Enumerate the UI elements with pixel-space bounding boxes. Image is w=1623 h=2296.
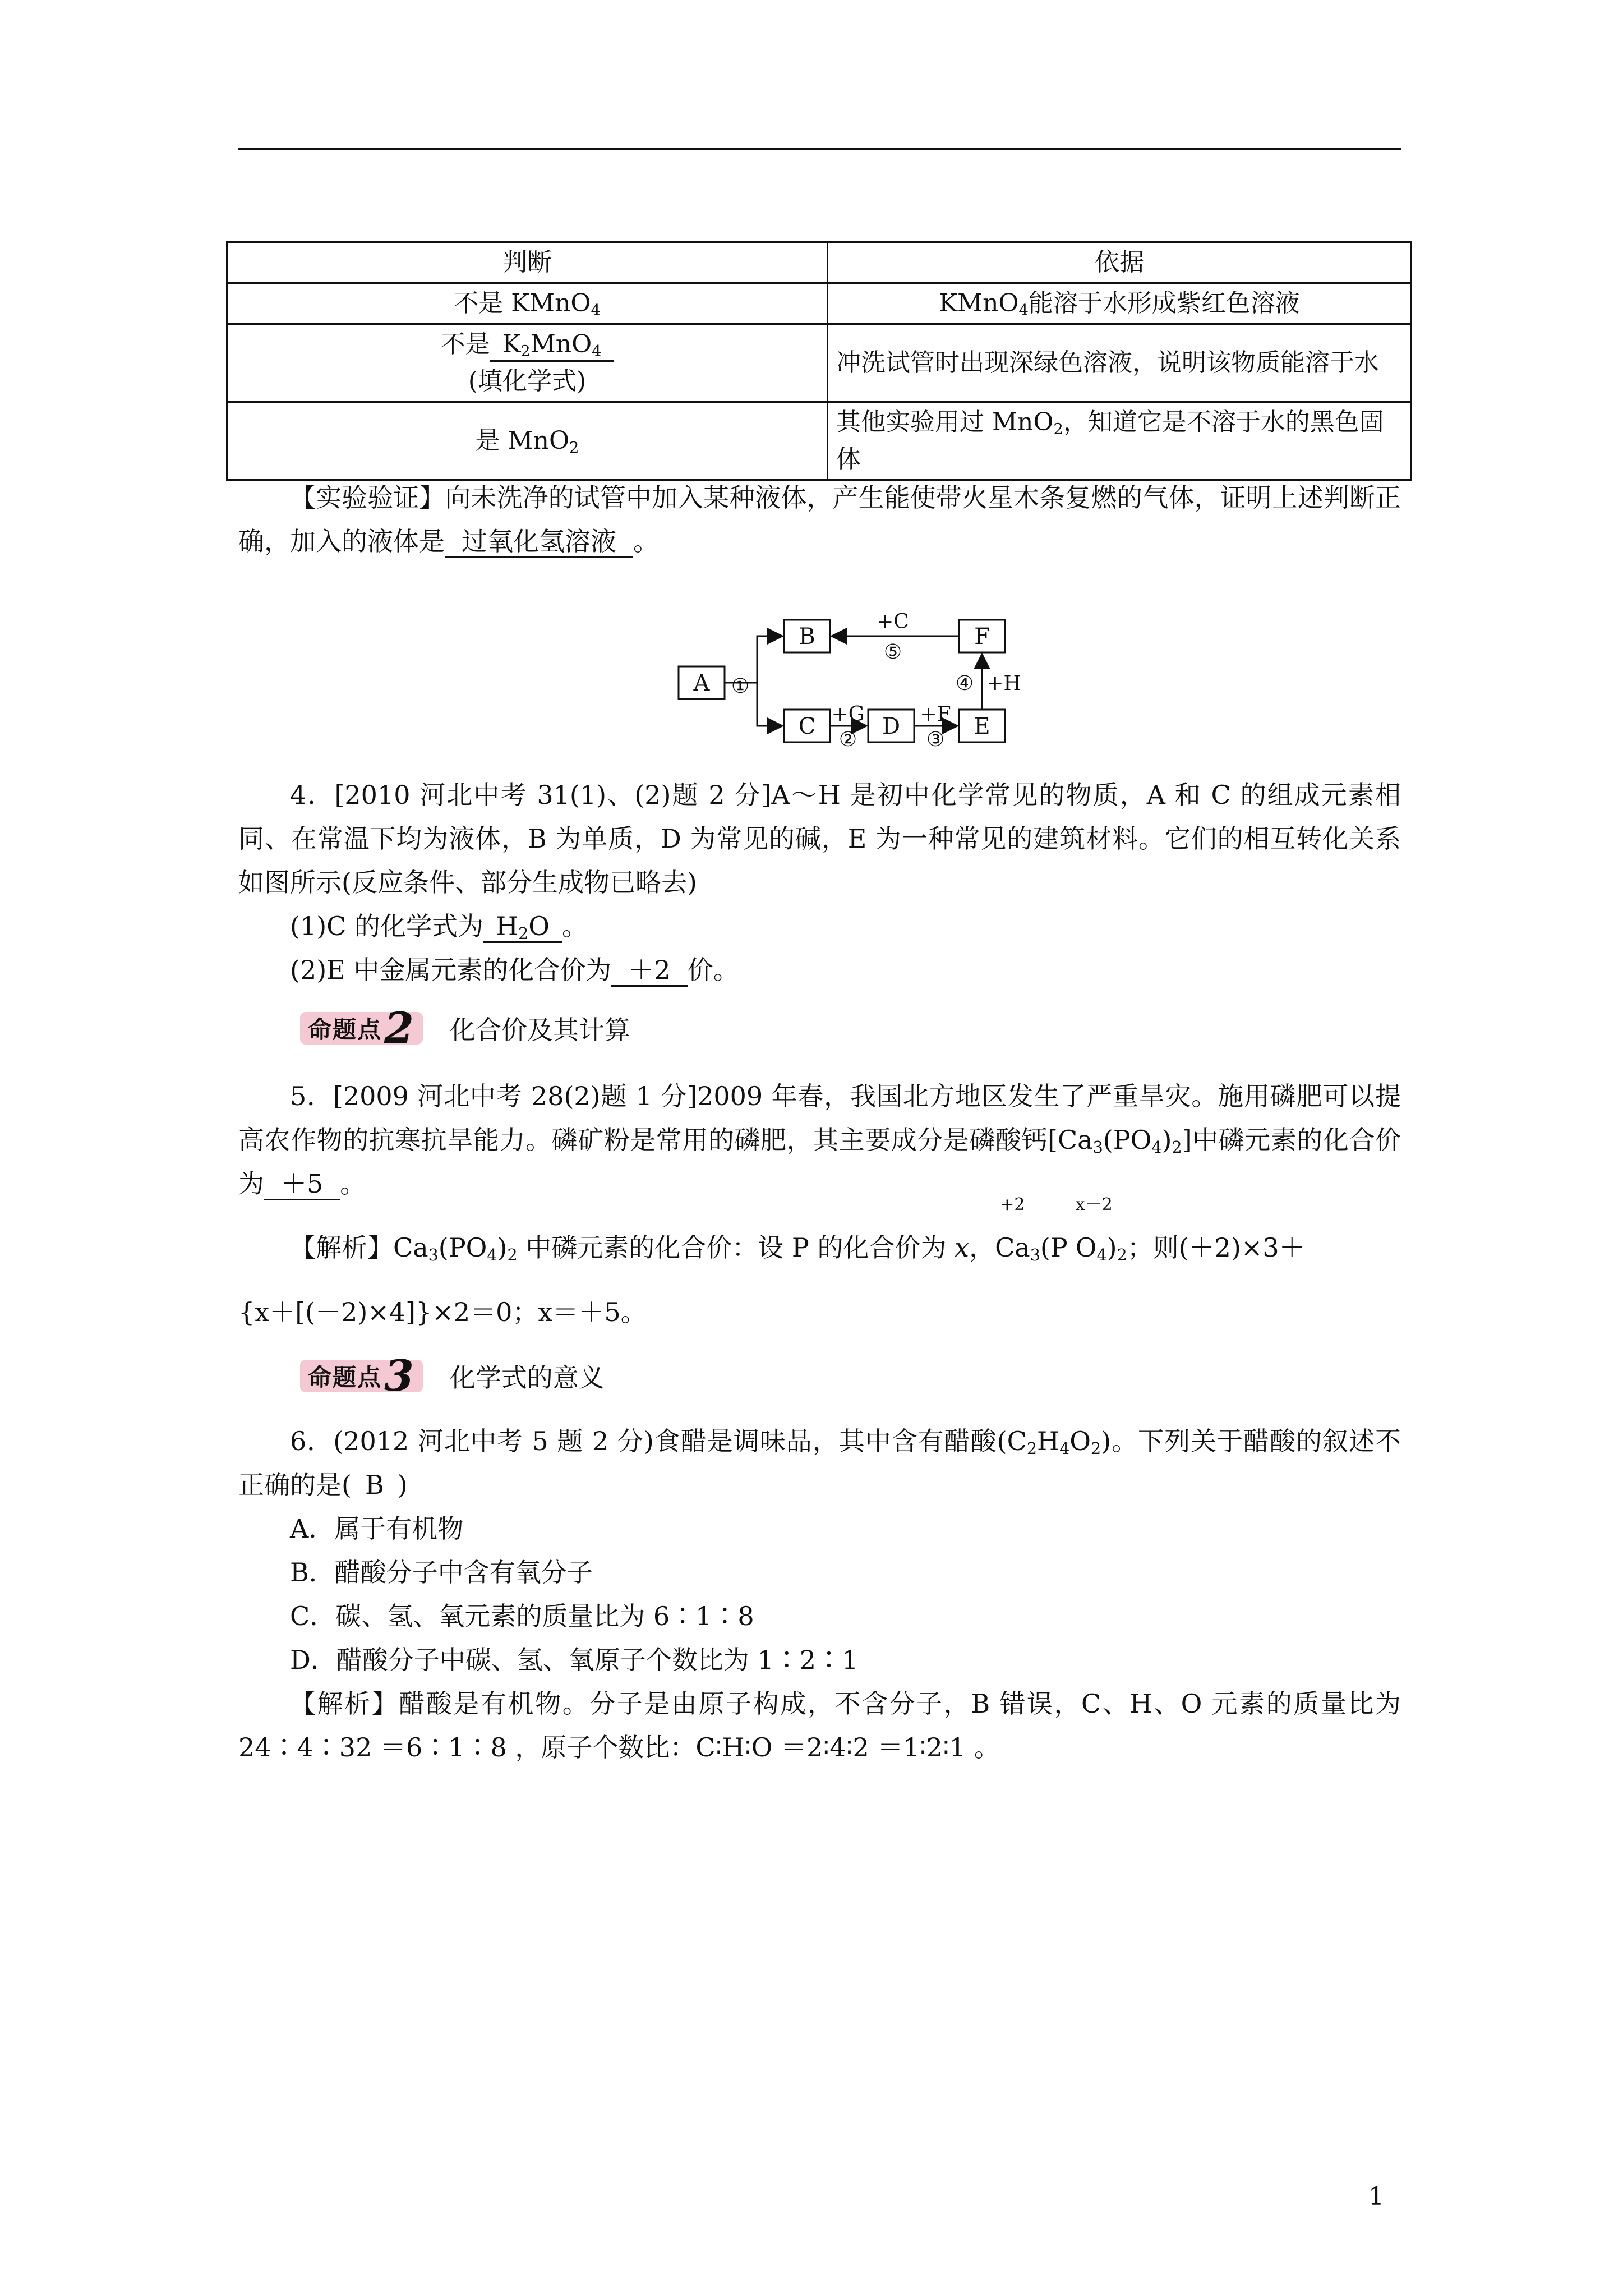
fill-note: (填化学式) bbox=[468, 367, 587, 395]
answer-blank: 过氧化氢溶液 bbox=[445, 526, 633, 558]
plus-f-label: +F bbox=[920, 703, 951, 726]
topic-heading-3 bbox=[300, 1351, 605, 1401]
basis-cell: KMnO$_4$能溶于水形成紫红色溶液 bbox=[828, 283, 1412, 324]
verify-paragraph: 【实验验证】向未洗净的试管中加入某种液体，产生能使带火星木条复燃的气体，证明上述判断正确，加入的液体是 过氧化氢溶液 。 bbox=[238, 476, 1401, 563]
table-row bbox=[227, 324, 1412, 402]
reaction-4-label: ④ bbox=[955, 672, 974, 695]
table-row bbox=[227, 402, 1412, 480]
plus-h-label: +H bbox=[986, 672, 1021, 695]
answer-blank: ＋5 bbox=[264, 1168, 340, 1200]
node-f-label: F bbox=[974, 624, 990, 650]
answer-blank: ＋2 bbox=[611, 955, 687, 987]
answer-choice: B bbox=[365, 1470, 384, 1500]
answer-blank: $K_2MnO_4$ bbox=[490, 329, 614, 362]
plus-c-label: +C bbox=[877, 610, 909, 633]
node-e-label: E bbox=[974, 714, 990, 739]
option-a: A．属于有机物 bbox=[290, 1513, 464, 1544]
analysis-6: 【解析】醋酸是有机物。分子是由原子构成，不含分子，B 错误，C、H、O 元素的质量比为 24∶4∶32 ＝6∶1∶8 ，原子个数比：C∶H∶O ＝2∶4∶2 ＝1∶2∶1 。 bbox=[238, 1688, 1401, 1763]
judge-cell: 是 MnO$_2$ bbox=[227, 402, 828, 480]
header-judge: 判断 bbox=[227, 242, 828, 283]
topic-badge: 命题点 2 bbox=[300, 1012, 423, 1045]
answer-blank: $H_2O$ bbox=[483, 911, 562, 943]
node-a-label: A bbox=[693, 670, 710, 696]
header-basis: 依据 bbox=[828, 242, 1412, 283]
node-c-label: C bbox=[798, 714, 816, 739]
plus-g-label: +G bbox=[831, 703, 865, 726]
basis-cell: 冲洗试管时出现深绿色溶液，说明该物质能溶于水 bbox=[828, 324, 1412, 402]
question-5: 5．[2009 河北中考 28(2)题 1 分]2009 年春，我国北方地区发生了严重旱灾。施用磷肥可以提高农作物的抗寒抗旱能力。磷矿粉是常用的磷肥，其主要成分是磷酸钙$[Ca_3(PO_4)_2]$中磷元素的化合价为 ＋5 。 bbox=[238, 1074, 1401, 1205]
topic-badge: 命题点 3 bbox=[300, 1360, 423, 1392]
judge-cell: 不是 $K_2MnO_4$ (填化学式) bbox=[227, 324, 828, 402]
option-d: D．醋酸分子中碳、氢、氧原子个数比为 1∶2∶1 bbox=[290, 1645, 859, 1675]
arrow-a-c bbox=[757, 683, 782, 726]
reaction-diagram bbox=[667, 606, 1032, 757]
analysis-5-line-1: 【解析】$Ca_3(PO_4)_2$ 中磷元素的化合价：设 P 的化合价为 x， +2 $Ca_3(P$ x－2 $O_4)_2$；则(＋2)×3＋ bbox=[290, 1195, 1305, 1265]
question-6: 6．(2012 河北中考 5 题 2 分)食醋是调味品，其中含有醋酸$(C_2H_4O_2)$。下列关于醋酸的叙述不正确的是( B ) bbox=[238, 1426, 1401, 1500]
node-d-label: D bbox=[882, 714, 901, 739]
topic-title: 化学式的意义 bbox=[449, 1363, 605, 1393]
question-4-stem: 4．[2010 河北中考 31(1)、(2)题 2 分]A～H 是初中化学常见的物质，A 和 C 的组成元素相同、在常温下均为液体，B 为单质，D 为常见的碱，E 为一种常见的建筑材料。它们的相互转化关系如图所示(反应条件、部分生成物已略去) bbox=[238, 780, 1401, 898]
option-c: C．碳、氢、氧元素的质量比为 6∶1∶8 bbox=[290, 1601, 754, 1631]
reaction-5-label: ⑤ bbox=[883, 641, 902, 664]
question-4-part-1: (1)C 的化学式为 $H_2O$ 。 bbox=[290, 911, 588, 944]
reaction-3-label: ③ bbox=[926, 728, 945, 751]
table-row bbox=[227, 283, 1412, 324]
judgment-table bbox=[226, 241, 1412, 481]
question-4-part-2: (2)E 中金属元素的化合价为 ＋2 价。 bbox=[238, 948, 1453, 992]
topic-title: 化合价及其计算 bbox=[449, 1015, 630, 1045]
reaction-2-label: ② bbox=[838, 728, 857, 751]
topic-heading-2 bbox=[300, 1003, 630, 1053]
header-rule bbox=[238, 148, 1401, 150]
page-number: 1 bbox=[1368, 2182, 1384, 2211]
analysis-5-line-2: {x＋[(－2)×4]}×2＝0；x＝＋5。 bbox=[238, 1297, 647, 1327]
basis-cell: 其他实验用过 MnO$_2$，知道它是不溶于水的黑色固体 bbox=[828, 402, 1412, 480]
judge-cell: 不是 KMnO$_4$ bbox=[227, 283, 828, 324]
reaction-1-label: ① bbox=[731, 675, 750, 698]
node-b-label: B bbox=[799, 624, 815, 650]
option-b: B．醋酸分子中含有氧分子 bbox=[290, 1557, 593, 1588]
table-header-row bbox=[227, 242, 1412, 283]
